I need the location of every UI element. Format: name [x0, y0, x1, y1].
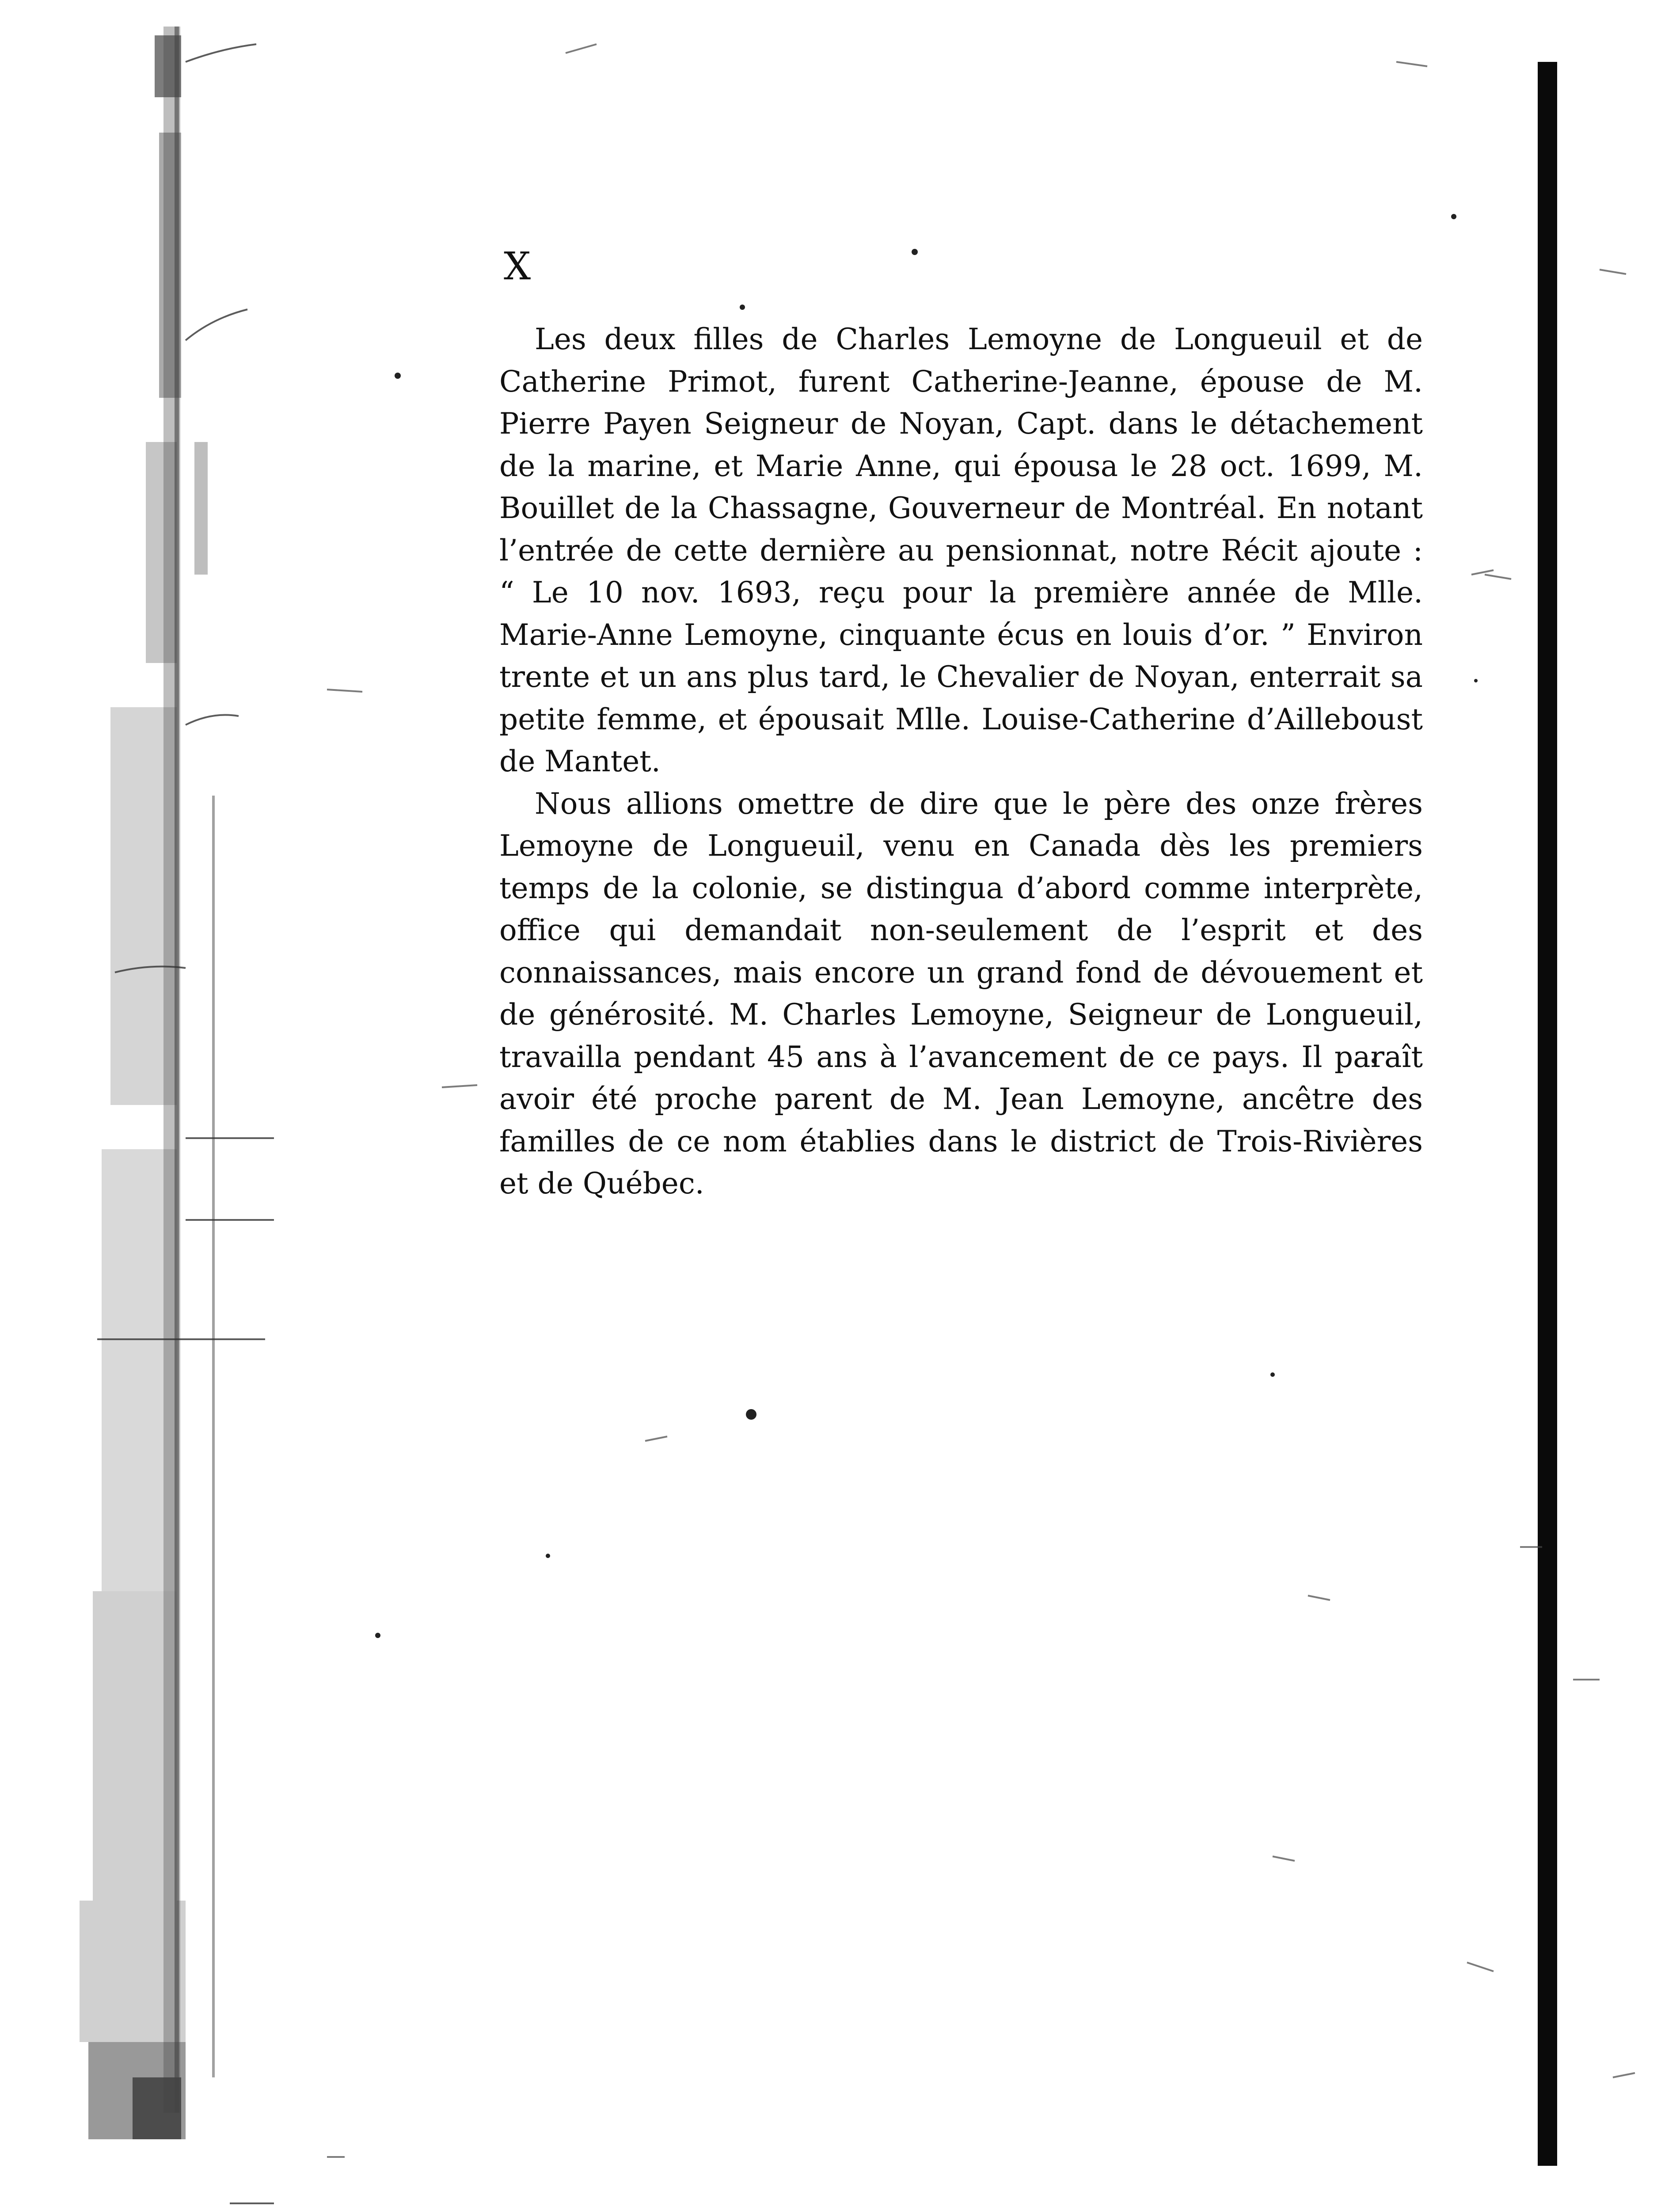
paragraph: Les deux filles de Charles Lemoyne de Longueuil et de Catherine Primot, furent Catherine-Jeanne, épouse de M. Pierre Payen Seigneur de Noyan, Capt. dans le détachement de la marine, et Marie Anne, qui épousa le 28 oct. 1699, M. Bouillet de la Chassagne, Gouverneur de Montréal. En notant l’entrée de cette dernière au pensionnat, notre Récit ajoute : “ Le 10 nov. 1693, reçu pour la première année de Mlle. Marie-Anne Lemoyne, cinquante écus en louis d’or. ” Environ trente et un ans plus tard, le Chevalier de Noyan, enterrait sa petite femme, et épousait Mlle. Louise-Catherine d’Ailleboust de Mantet. — [499, 322, 1423, 778]
body-text — [499, 318, 1423, 1205]
paragraph: Nous allions omettre de dire que le père des onze frères Lemoyne de Longueuil, venu en Canada dès les premiers temps de la colonie, se distingua d’abord comme interprète, office qui demandait non-seulement de l’esprit et des connaissances, mais encore un grand fond de dévouement et de générosité. M. Charles Lemoyne, Seigneur de Longueuil, travailla pendant 45 ans à l’avancement de ce pays. Il paraît avoir été proche parent de M. Jean Lemoyne, ancêtre des familles de ce nom établies dans le district de Trois-Rivières et de Québec. — [499, 786, 1423, 1200]
page-number: X — [504, 244, 532, 289]
